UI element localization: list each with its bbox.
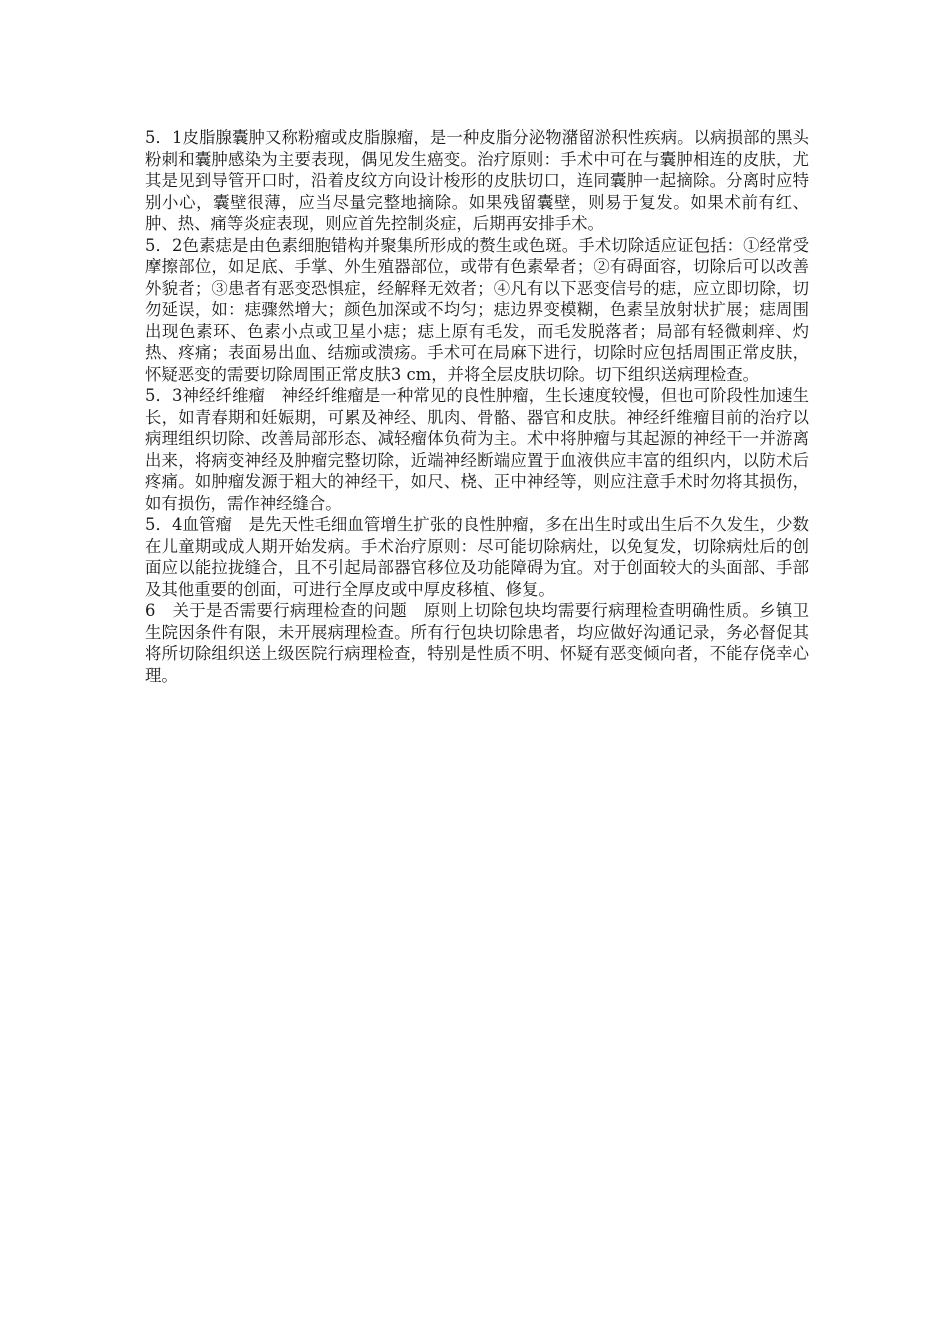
paragraph-5-2-pigmented-nevus: 5．2色素痣是由色素细胞错构并聚集所形成的赘生或色斑。手术切除适应证包括：①经常受摩擦部位，如足底、手掌、外生殖器部位，或带有色素晕者；②有碍面容，切除后可以改善外貌者；③患者有恶变恐惧症，经解释无效者；④凡有以下恶变信号的痣，应立即切除，切勿延误，如：痣骤然增大；颜色加深或不均匀；痣边界变模糊，色素呈放射状扩展；痣周围出现色素环、色素小点或卫星小痣；痣上原有毛发，而毛发脱落者；局部有轻微刺痒、灼热、疼痛；表面易出血、结痂或溃疡。手术可在局麻下进行，切除时应包括周围正常皮肤，怀疑恶变的需要切除周围正常皮肤3 cm，并将全层皮肤切除。切下组织送病理检查。 <box>145 235 809 384</box>
paragraph-6-pathology-exam: 6 关于是否需要行病理检查的问题 原则上切除包块均需要行病理检查明确性质。乡镇卫生院因条件有限，未开展病理检查。所有行包块切除患者，均应做好沟通记录，务必督促其将所切除组织送上级医院行病理检查，特别是性质不明、怀疑有恶变倾向者，不能存侥幸心理。 <box>145 601 809 685</box>
paragraph-5-3-neurofibroma: 5．3神经纤维瘤 神经纤维瘤是一种常见的良性肿瘤，生长速度较慢，但也可阶段性加速生长，如青春期和妊娠期，可累及神经、肌肉、骨骼、器官和皮肤。神经纤维瘤目前的治疗以病理组织切除、改善局部形态、减轻瘤体负荷为主。术中将肿瘤与其起源的神经干一并游离出来，将病变神经及肿瘤完整切除，近端神经断端应置于血液供应丰富的组织内，以防术后疼痛。如肿瘤发源于粗大的神经干，如尺、桡、正中神经等，则应注意手术时勿将其损伤，如有损伤，需作神经缝合。 <box>145 386 809 513</box>
paragraph-5-1-sebaceous-cyst: 5．1皮脂腺囊肿又称粉瘤或皮脂腺瘤，是一种皮脂分泌物潴留淤积性疾病。以病损部的黑头粉刺和囊肿感染为主要表现，偶见发生癌变。治疗原则：手术中可在与囊肿相连的皮肤，尤其是见到导管开口时，沿着皮纹方向设计梭形的皮肤切口，连同囊肿一起摘除。分离时应特别小心，囊壁很薄，应当尽量完整地摘除。如果残留囊壁，则易于复发。如果术前有红、肿、热、痛等炎症表现，则应首先控制炎症，后期再安排手术。 <box>145 128 809 233</box>
document-body <box>145 127 809 686</box>
paragraph-5-4-hemangioma: 5．4血管瘤 是先天性毛细血管增生扩张的良性肿瘤，多在出生时或出生后不久发生，少数在儿童期或成人期开始发病。手术治疗原则：尽可能切除病灶，以免复发，切除病灶后的创面应以能拉拢缝合，且不引起局部器官移位及功能障碍为宜。对于创面较大的头面部、手部及其他重要的创面，可进行全厚皮或中厚皮移植、修复。 <box>145 515 809 599</box>
